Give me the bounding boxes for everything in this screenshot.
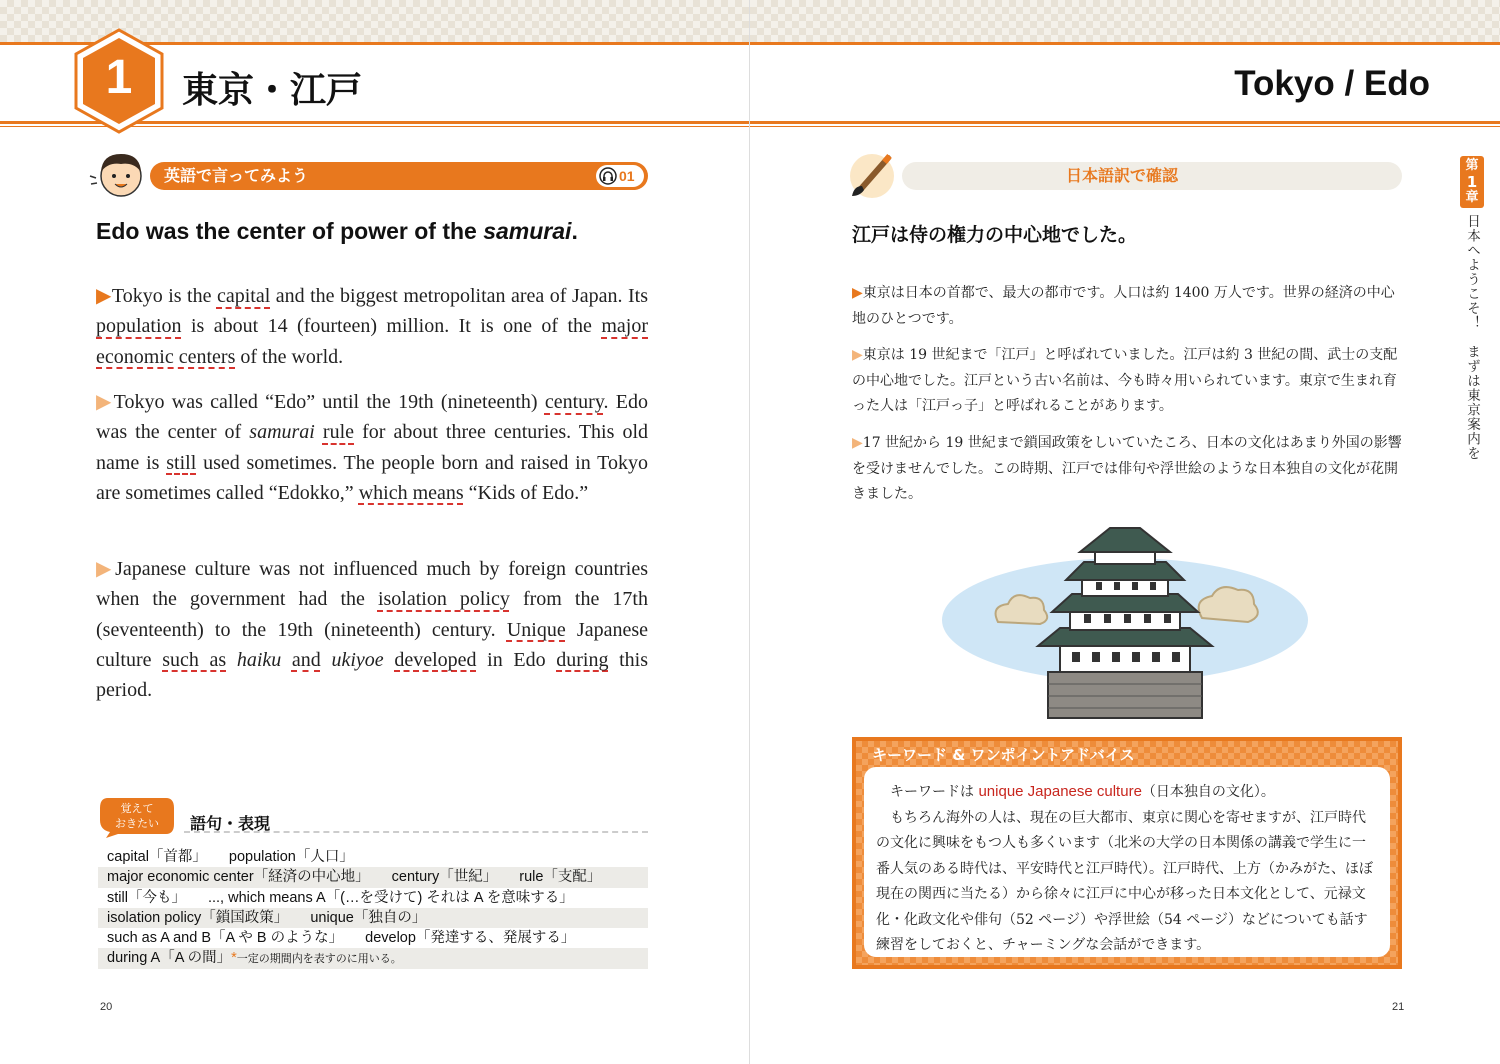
chapter-side-text: 日本へようこそ！ まずは東京案内を (1464, 214, 1480, 461)
advice-body: もちろん海外の人は、現在の巨大都市、東京に関心を寄せますが、江戸時代の文化に興味をもつ人も多くいます（北米の大学の日本関係の講義で学生に一番人気のある時代は、平安時代と江戸時代）。江戸時代、上方（かみがた、ほぼ現在の関西に当たる）から徐々に江戸に中心が移った日本文化として、元禄文化・化政文化や俳句（52 ページ）や浮世絵（54 ページ）などについても話す練習をしておくと、チャーミングな会話ができます。 (876, 809, 1373, 953)
vocab-row: such as A and B「A や B のような」 develop「発達する、発展する」 (107, 930, 576, 947)
speak-section-bar (150, 162, 648, 190)
header-rule-thin (750, 126, 1500, 127)
advice-content (864, 767, 1390, 957)
vocab-word: such as (162, 648, 227, 671)
vocab-row: isolation policy「鎖国政策」 unique「独自の」 (98, 908, 648, 928)
vocab-word: still (166, 451, 197, 474)
bullet-triangle-icon: ▶ (852, 347, 863, 363)
vocab-word: during (556, 648, 609, 671)
vocab-list (98, 847, 648, 969)
paragraph-jp-2: ▶東京は 19 世紀まで「江戸」と呼ばれていました。江戸は約 3 世紀の間、武士の支配の中心地でした。江戸という古い名前は、今も時々用いられています。東京で生まれ育った人は「江戸っ子」と呼ばれることがあります。 (852, 347, 1398, 414)
key-sentence-jp: 江戸は侍の権力の中心地でした。 (852, 224, 1138, 246)
vocab-word: which means (358, 481, 464, 504)
bullet-triangle-icon: ▶ (96, 558, 116, 580)
header-rule-top (750, 42, 1500, 45)
keyword-advice-box (852, 737, 1402, 969)
vocab-word: Unique (506, 618, 566, 641)
vocab-row: major economic center「経済の中心地」 century「世紀」 rule「支配」 (98, 867, 648, 887)
advice-title: キーワード & ワンポイントアドバイス (872, 746, 1135, 764)
audio-track-number: 01 (619, 168, 635, 184)
header-rule-bottom (750, 121, 1500, 124)
bullet-triangle-icon: ▶ (96, 285, 112, 307)
paragraph-jp-1: ▶東京は日本の首都で、最大の都市です。人口は約 1400 万人です。世界の経済の中心地のひとつです。 (852, 285, 1395, 327)
paragraph-jp-3: ▶17 世紀から 19 世紀まで鎖国政策をしいていたころ、日本の文化はあまり外国の影響を受けませんでした。この時期、江戸では俳句や浮世絵のような日本独自の文化が花開きました。 (852, 435, 1402, 502)
header-pattern (750, 0, 1500, 42)
advice-keyword-line: キーワードは unique Japanese culture（日本独自の文化）。 (890, 783, 1275, 800)
right-page (750, 0, 1500, 1064)
advice-keyword: unique Japanese culture (978, 783, 1142, 800)
vocab-word: isolation policy (377, 588, 510, 611)
vocab-divider (184, 831, 648, 833)
paragraph-en-3: ▶Japanese culture was not influenced much by foreign countries when the government had the isolation policy from the 17th (seventeenth) to the 19th (nineteenth) century. Unique Japanese culture such as haiku and ukiyoe developed in Edo during this period. (96, 558, 649, 702)
vocab-word: population (96, 315, 182, 338)
page-number-right: 21 (1392, 1001, 1405, 1013)
vocab-title: 語句・表現 (190, 814, 271, 833)
edo-castle-illustration (940, 522, 1310, 722)
chapter-number: 1 (105, 51, 133, 104)
vocab-word: major economic centers (96, 315, 648, 368)
vocab-word: capital (216, 285, 271, 307)
vocab-badge-text: 覚えて おきたい (115, 802, 159, 830)
translation-section-bar (902, 162, 1402, 190)
bullet-triangle-icon: ▶ (96, 391, 114, 413)
vocab-word: rule (322, 421, 355, 444)
vocab-word: and (291, 648, 321, 671)
key-sentence-en: Edo was the center of power of the samurai. (96, 218, 578, 244)
chapter-title: 東京・江戸 (182, 70, 363, 111)
paragraph-en-1: ▶Tokyo is the capital and the biggest metropolitan area of Japan. Its population is about 14 (fourteen) million. It is one of the major economic centers of the world. (96, 285, 648, 368)
vocab-row: during A「A の間」*一定の期間内を表すのに用いる。 (98, 948, 648, 968)
calligraphy-brush-icon (848, 150, 898, 200)
page-number-left: 20 (100, 1001, 113, 1013)
speak-section-label: 英語で言ってみよう (164, 166, 309, 185)
bullet-triangle-icon: ▶ (852, 435, 863, 451)
vocab-row: capital「首都」 population「人口」 (107, 849, 354, 865)
vocab-word: developed (394, 648, 477, 671)
translation-section-label: 日本語訳で確認 (1066, 166, 1179, 185)
vocab-word: century (544, 391, 604, 413)
boy-face-icon (88, 146, 150, 202)
headphones-icon (599, 167, 617, 185)
paragraph-en-2: ▶Tokyo was called “Edo” until the 19th (nineteenth) century. Edo was the center of samurai rule for about three centuries. This old name is still used sometimes. The people born and raised in Tokyo are sometimes called “Edokko,” which means “Kids of Edo.” (96, 391, 649, 504)
audio-track-badge[interactable] (596, 165, 644, 187)
bullet-triangle-icon: ▶ (852, 285, 863, 301)
vocab-row: still「今も」 ..., which means A「(…を受けて) それは A を意味する」 (107, 889, 574, 906)
chapter-side-tab[interactable]: 第 1 章 (1460, 156, 1484, 208)
chapter-title-en: Tokyo / Edo (1234, 64, 1430, 103)
